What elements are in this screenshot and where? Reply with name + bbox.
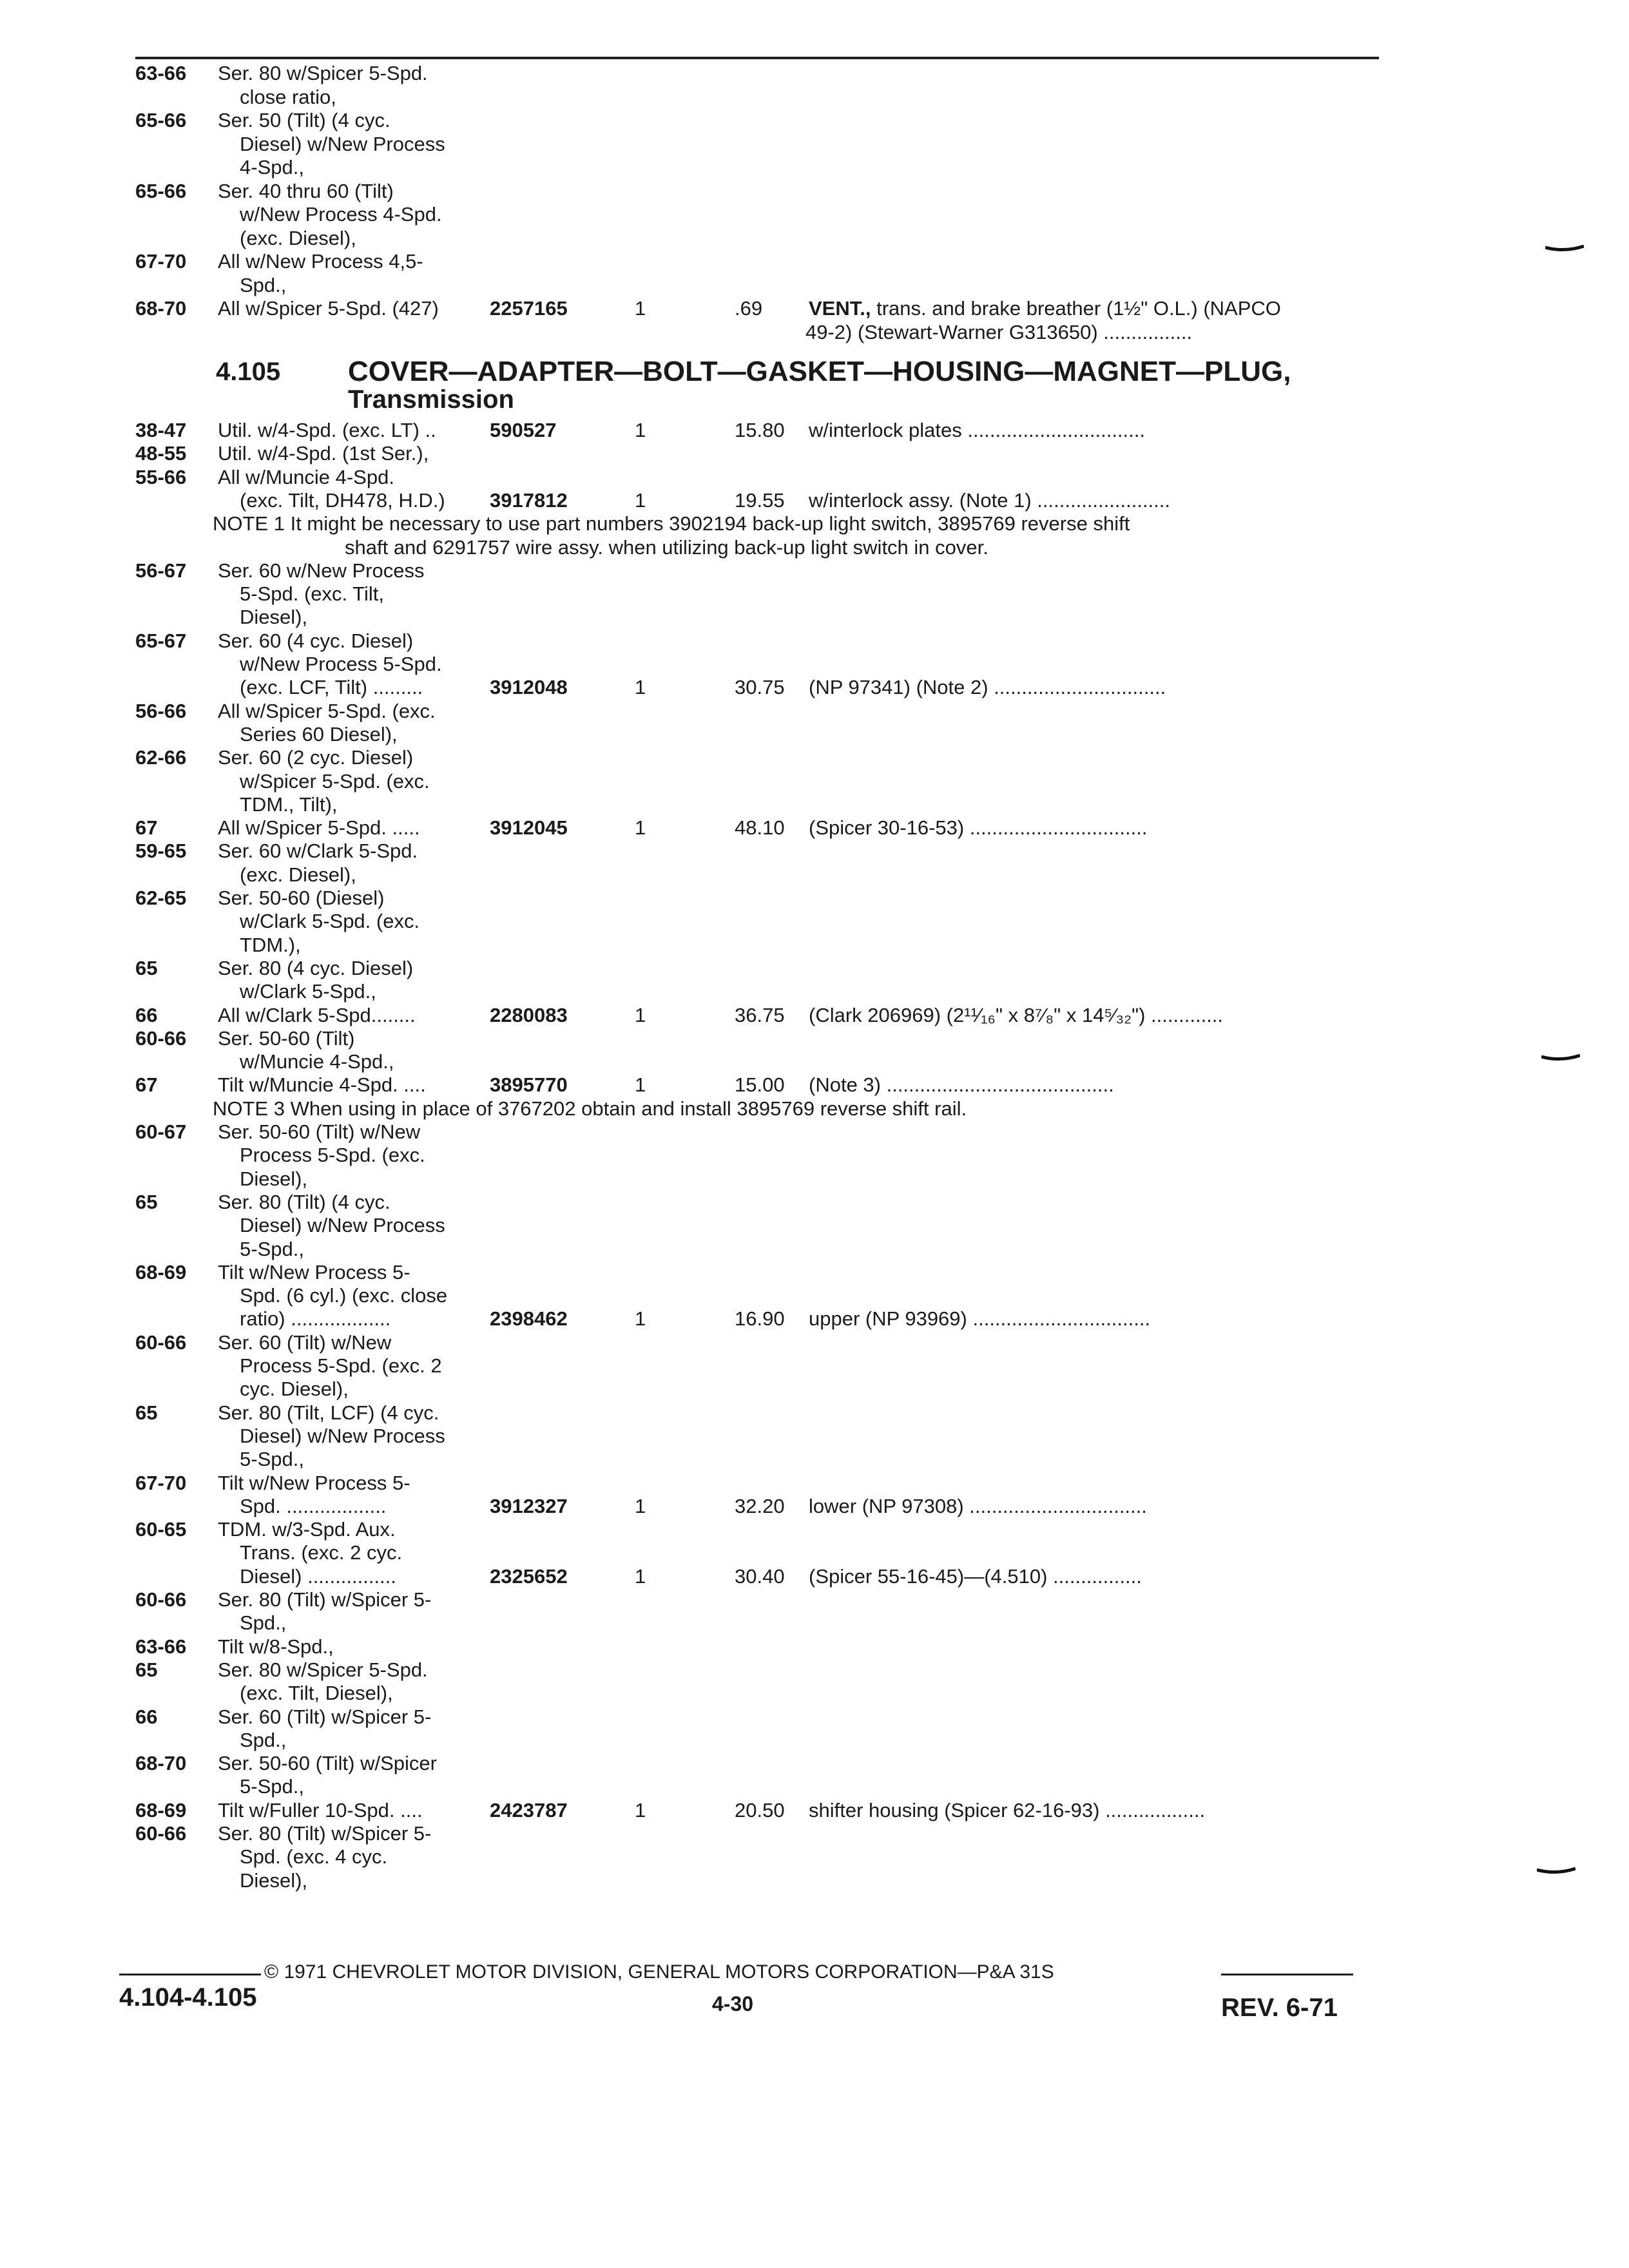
footer-revision: REV. 6-71	[1221, 1994, 1338, 2022]
part-number: 3912048	[490, 676, 568, 699]
part-name: VENT.,	[809, 297, 871, 320]
application-text: cyc. Diesel),	[240, 1378, 349, 1401]
application-text: (exc. LCF, Tilt) .........	[240, 676, 423, 699]
application-text: w/Muncie 4-Spd.,	[240, 1050, 394, 1073]
price: 48.10	[735, 816, 785, 840]
application-text: Diesel),	[240, 1869, 308, 1892]
binding-mark	[1545, 245, 1584, 254]
footer-rule-right	[1221, 1974, 1353, 1975]
model-years: 66	[135, 1003, 158, 1026]
footer-section-range: 4.104-4.105	[119, 1983, 257, 2012]
model-years: 38-47	[135, 419, 187, 441]
application-text: Spd.,	[240, 273, 287, 296]
application-text: All w/Spicer 5-Spd. (exc.	[218, 699, 436, 722]
quantity: 1	[635, 1494, 646, 1517]
application-text: Diesel) ................	[240, 1564, 396, 1588]
application-text: (exc. Tilt, Diesel),	[240, 1682, 393, 1705]
part-number: 2257165	[490, 297, 568, 320]
application-text: Process 5-Spd. (exc. 2	[240, 1354, 442, 1377]
part-description	[809, 1495, 1373, 1518]
description-text: lower (NP 97308) ................................	[809, 1494, 1147, 1517]
application-text: Util. w/4-Spd. (1st Ser.),	[218, 442, 429, 465]
footnote: shaft and 6291757 wire assy. when utilizing back-up light switch in cover.	[345, 535, 988, 559]
description-text: trans. and brake breather (1½" O.L.) (NAPCO	[871, 297, 1281, 320]
application-text: Ser. 60 (2 cyc. Diesel)	[218, 746, 414, 769]
part-number: 2423787	[490, 1798, 568, 1821]
part-number: 3912045	[490, 816, 568, 840]
application-text: Ser. 60 (Tilt) w/New	[218, 1331, 392, 1354]
part-description	[809, 676, 1373, 699]
part-description	[809, 1307, 1373, 1331]
application-text: Process 5-Spd. (exc.	[240, 1144, 425, 1167]
description-text: upper (NP 93969) ................................	[809, 1307, 1151, 1331]
part-description	[809, 489, 1373, 512]
application-text: Ser. 50-60 (Diesel)	[218, 887, 385, 909]
application-text: (exc. Diesel),	[240, 863, 356, 886]
quantity: 1	[635, 816, 646, 840]
description-text: 49-2) (Stewart-Warner G313650) ................	[805, 320, 1193, 343]
part-description	[805, 321, 1373, 344]
application-text: 5-Spd.,	[240, 1237, 304, 1260]
model-years: 68-70	[135, 1752, 187, 1775]
application-text: TDM. w/3-Spd. Aux.	[218, 1518, 396, 1541]
application-text: Tilt w/New Process 5-	[218, 1471, 410, 1494]
application-text: ratio) ..................	[240, 1307, 391, 1331]
part-description	[809, 1004, 1373, 1027]
application-text: Ser. 40 thru 60 (Tilt)	[218, 179, 394, 202]
part-description	[809, 419, 1373, 442]
application-text: Ser. 80 (Tilt) w/Spicer 5-	[218, 1822, 432, 1845]
footnote: NOTE 1 It might be necessary to use part numbers 3902194 back-up light switch, 3895769 reverse shift	[213, 512, 1130, 535]
application-text: Spd.,	[240, 1611, 287, 1635]
section-number: 4.105	[216, 358, 281, 386]
quantity: 1	[635, 676, 646, 699]
model-years: 60-67	[135, 1120, 187, 1143]
application-text: Ser. 80 (Tilt) (4 cyc.	[218, 1190, 390, 1213]
section-title: COVER—ADAPTER—BOLT—GASKET—HOUSING—MAGNET—PLUG,	[348, 356, 1291, 387]
model-years: 68-70	[135, 297, 187, 320]
application-text: Ser. 80 (4 cyc. Diesel)	[218, 956, 414, 979]
application-text: Tilt w/Fuller 10-Spd. ....	[218, 1798, 423, 1821]
model-years: 65-67	[135, 629, 187, 652]
section-subtitle: Transmission	[348, 385, 514, 414]
price: 19.55	[735, 488, 785, 512]
application-text: Ser. 80 (Tilt, LCF) (4 cyc.	[218, 1401, 439, 1424]
application-text: Diesel) w/New Process	[240, 1214, 445, 1237]
model-years: 59-65	[135, 840, 187, 863]
top-rule	[135, 57, 1379, 59]
part-number: 3917812	[490, 488, 568, 512]
model-years: 66	[135, 1705, 158, 1728]
footer-page-number: 4-30	[712, 1992, 754, 2015]
application-text: Ser. 60 w/New Process	[218, 559, 425, 582]
model-years: 65-66	[135, 109, 187, 131]
part-number: 590527	[490, 419, 557, 441]
model-years: 55-66	[135, 465, 187, 488]
application-text: Ser. 50-60 (Tilt)	[218, 1026, 355, 1050]
application-text: w/New Process 4-Spd.	[240, 203, 442, 226]
model-years: 60-66	[135, 1331, 187, 1354]
model-years: 68-69	[135, 1798, 187, 1821]
model-years: 65	[135, 956, 158, 979]
quantity: 1	[635, 1003, 646, 1026]
description-text: shifter housing (Spicer 62-16-93) ..................	[809, 1798, 1206, 1821]
application-text: 5-Spd. (exc. Tilt,	[240, 582, 384, 606]
price: .69	[735, 297, 763, 320]
model-years: 56-66	[135, 699, 187, 722]
quantity: 1	[635, 297, 646, 320]
application-text: Diesel) w/New Process	[240, 132, 445, 155]
part-number: 2398462	[490, 1307, 568, 1331]
part-description	[809, 816, 1373, 840]
price: 15.80	[735, 419, 785, 441]
description-text: (NP 97341) (Note 2) ...............................	[809, 676, 1166, 699]
price: 30.75	[735, 676, 785, 699]
footnote: NOTE 3 When using in place of 3767202 obtain and install 3895769 reverse shift rail.	[213, 1097, 967, 1120]
application-text: close ratio,	[240, 85, 336, 108]
application-text: Ser. 50 (Tilt) (4 cyc.	[218, 109, 390, 131]
quantity: 1	[635, 488, 646, 512]
application-text: w/New Process 5-Spd.	[240, 653, 442, 675]
application-text: w/Clark 5-Spd.,	[240, 980, 376, 1003]
model-years: 62-65	[135, 887, 187, 909]
model-years: 60-66	[135, 1026, 187, 1050]
application-text: 5-Spd.,	[240, 1448, 304, 1471]
model-years: 65	[135, 1658, 158, 1681]
application-text: Ser. 80 w/Spicer 5-Spd.	[218, 1658, 428, 1681]
application-text: Spd. (6 cyl.) (exc. close	[240, 1284, 448, 1307]
application-text: Spd. (exc. 4 cyc.	[240, 1845, 388, 1869]
model-years: 65	[135, 1190, 158, 1213]
application-text: Tilt w/8-Spd.,	[218, 1635, 334, 1658]
price: 36.75	[735, 1003, 785, 1026]
application-text: Trans. (exc. 2 cyc.	[240, 1541, 403, 1564]
part-number: 2280083	[490, 1003, 568, 1026]
model-years: 63-66	[135, 62, 187, 84]
application-text: All w/Muncie 4-Spd.	[218, 465, 394, 488]
description-text: (Clark 206969) (2¹¹⁄₁₆" x 8⁷⁄₈" x 14⁵⁄₃₂") .............	[809, 1003, 1224, 1026]
part-number: 3912327	[490, 1494, 568, 1517]
application-text: All w/Spicer 5-Spd. (427)	[218, 297, 439, 320]
application-text: (exc. Tilt, DH478, H.D.)	[240, 488, 445, 512]
application-text: TDM.),	[240, 933, 301, 956]
application-text: Spd. ..................	[240, 1494, 387, 1517]
model-years: 56-67	[135, 559, 187, 582]
description-text: (Spicer 55-16-45)—(4.510) ................	[809, 1564, 1142, 1588]
application-text: Ser. 50-60 (Tilt) w/Spicer	[218, 1752, 437, 1775]
application-text: Ser. 50-60 (Tilt) w/New	[218, 1120, 421, 1143]
application-text: Series 60 Diesel),	[240, 722, 398, 745]
part-number: 2325652	[490, 1564, 568, 1588]
quantity: 1	[635, 1307, 646, 1331]
model-years: 60-66	[135, 1822, 187, 1845]
footer-rule-left	[119, 1974, 261, 1975]
part-number: 3895770	[490, 1073, 568, 1097]
application-text: 5-Spd.,	[240, 1775, 304, 1798]
application-text: Diesel),	[240, 606, 308, 629]
model-years: 48-55	[135, 442, 187, 465]
model-years: 68-69	[135, 1260, 187, 1283]
application-text: Ser. 60 (Tilt) w/Spicer 5-	[218, 1705, 432, 1728]
price: 20.50	[735, 1798, 785, 1821]
application-text: Spd.,	[240, 1728, 287, 1751]
model-years: 65-66	[135, 179, 187, 202]
footer-copyright: © 1971 CHEVROLET MOTOR DIVISION, GENERAL MOTORS CORPORATION—P&A 31S	[264, 1961, 1054, 1983]
model-years: 67-70	[135, 1471, 187, 1494]
quantity: 1	[635, 1073, 646, 1097]
application-text: 4-Spd.,	[240, 156, 304, 178]
description-text: w/interlock assy. (Note 1) ........................	[809, 488, 1171, 512]
price: 15.00	[735, 1073, 785, 1097]
part-description	[809, 297, 1373, 320]
model-years: 62-66	[135, 746, 187, 769]
binding-mark	[1541, 1054, 1580, 1063]
application-text: TDM., Tilt),	[240, 793, 338, 816]
part-description	[809, 1799, 1373, 1822]
application-text: Ser. 60 w/Clark 5-Spd.	[218, 840, 418, 863]
model-years: 67	[135, 1073, 158, 1097]
application-text: Tilt w/New Process 5-	[218, 1260, 410, 1283]
price: 32.20	[735, 1494, 785, 1517]
model-years: 67-70	[135, 250, 187, 273]
quantity: 1	[635, 419, 646, 441]
application-text: All w/Clark 5-Spd........	[218, 1003, 416, 1026]
application-text: Ser. 80 (Tilt) w/Spicer 5-	[218, 1588, 432, 1611]
application-text: w/Spicer 5-Spd. (exc.	[240, 769, 430, 793]
part-description	[809, 1073, 1373, 1097]
model-years: 65	[135, 1401, 158, 1424]
model-years: 63-66	[135, 1635, 187, 1658]
application-text: (exc. Diesel),	[240, 226, 356, 249]
model-years: 60-65	[135, 1518, 187, 1541]
application-text: Diesel) w/New Process	[240, 1424, 445, 1447]
binding-mark	[1537, 1867, 1576, 1876]
quantity: 1	[635, 1798, 646, 1821]
application-text: All w/New Process 4,5-	[218, 250, 423, 273]
model-years: 67	[135, 816, 158, 840]
application-text: Ser. 60 (4 cyc. Diesel)	[218, 629, 414, 652]
part-description	[809, 1565, 1373, 1588]
application-text: w/Clark 5-Spd. (exc.	[240, 910, 420, 933]
description-text: (Spicer 30-16-53) ................................	[809, 816, 1148, 840]
description-text: w/interlock plates ................................	[809, 419, 1145, 441]
application-text: Util. w/4-Spd. (exc. LT) ..	[218, 419, 436, 441]
quantity: 1	[635, 1564, 646, 1588]
model-years: 60-66	[135, 1588, 187, 1611]
application-text: Ser. 80 w/Spicer 5-Spd.	[218, 62, 428, 84]
application-text: All w/Spicer 5-Spd. .....	[218, 816, 420, 840]
description-text: (Note 3) .........................................	[809, 1073, 1114, 1097]
price: 30.40	[735, 1564, 785, 1588]
application-text: Tilt w/Muncie 4-Spd. ....	[218, 1073, 426, 1097]
application-text: Diesel),	[240, 1167, 308, 1190]
price: 16.90	[735, 1307, 785, 1331]
